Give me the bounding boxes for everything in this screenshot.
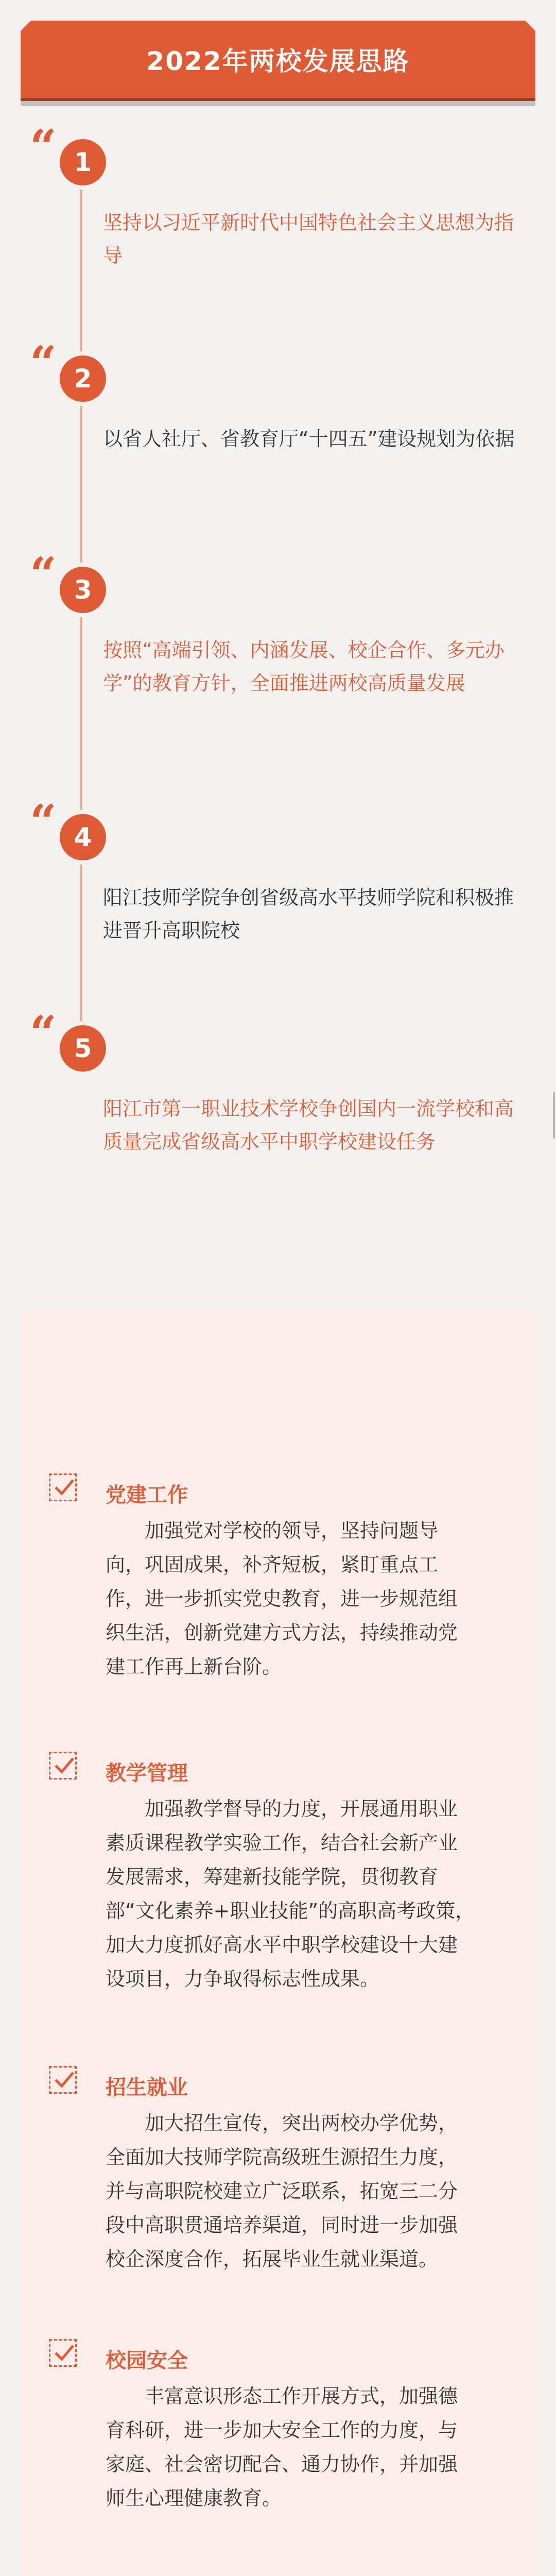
goal-title: 党建工作: [106, 1483, 188, 1507]
step-text: 按照“高端引领、内涵发展、校企合作、多元办学”的教育方针，全面推进两校高质量发展: [103, 639, 505, 694]
checkbox-check-icon: [49, 1752, 77, 1780]
step-text: 坚持以习近平新时代中国特色社会主义思想为指导: [103, 211, 514, 267]
scrollbar-thumb[interactable]: [553, 1092, 555, 1139]
quote-mark-icon: “: [30, 1006, 57, 1060]
step-text: 阳江技师学院争创省级高水平技师学院和积极推进晋升高职院校: [103, 886, 514, 942]
goal-title: 校园安全: [106, 2349, 188, 2372]
step-text: 阳江市第一职业技术学校争创国内一流学校和高质量完成省级高水平中职学校建设任务: [103, 1097, 514, 1153]
step-text: 以省人社厅、省教育厅“十四五”建设规划为依据: [103, 428, 515, 450]
goal-body: 加强党对学校的领导，坚持问题导向，巩固成果，补齐短板，紧盯重点工作，进一步抓实党史教育，进一步规范组织生活，创新党建方式方法，持续推动党建工作再上新台阶。: [106, 1519, 458, 1678]
goal-body: 丰富意识形态工作开展方式，加强德育科研，进一步加大安全工作的力度，与家庭、社会密切配合、通力协作，并加强师生心理健康教育。: [106, 2385, 458, 2510]
checkbox-check-icon: [49, 1473, 77, 1501]
quote-mark-icon: “: [30, 794, 57, 849]
quote-mark-icon: “: [30, 120, 57, 174]
goal-body: 加大招生宣传，突出两校办学优势，全面加大技师学院高级班生源招生力度，并与高职院校建立广泛联系，拓宽三二分段中高职贯通培养渠道，同时进一步加强校企深度合作，拓展毕业生就业渠道。: [106, 2112, 458, 2270]
goal-title: 招生就业: [106, 2076, 188, 2099]
goal-title: 教学管理: [106, 1761, 188, 1785]
checkbox-check-icon: [49, 2339, 77, 2367]
step-number-badge: 3: [60, 567, 106, 613]
quote-mark-icon: “: [30, 547, 57, 602]
section-banner-development-ideas: [21, 21, 535, 101]
section-title: 2022年两校发展思路: [146, 46, 410, 76]
step-number-badge: 5: [60, 1025, 106, 1072]
step-number-badge: 1: [60, 139, 106, 185]
quote-mark-icon: “: [30, 336, 57, 391]
step-number-badge: 2: [60, 355, 106, 402]
step-number-badge: 4: [60, 814, 106, 860]
checkbox-check-icon: [49, 2066, 77, 2094]
goal-body: 加强教学督导的力度，开展通用职业素质课程教学实验工作，结合社会新产业发展需求，筹建新技能学院，贯彻教育部“文化素养+职业技能”的高职高考政策，加大力度抓好高水平中职学校建设十大建设项目，力争取得标志性成果。: [106, 1798, 475, 1990]
